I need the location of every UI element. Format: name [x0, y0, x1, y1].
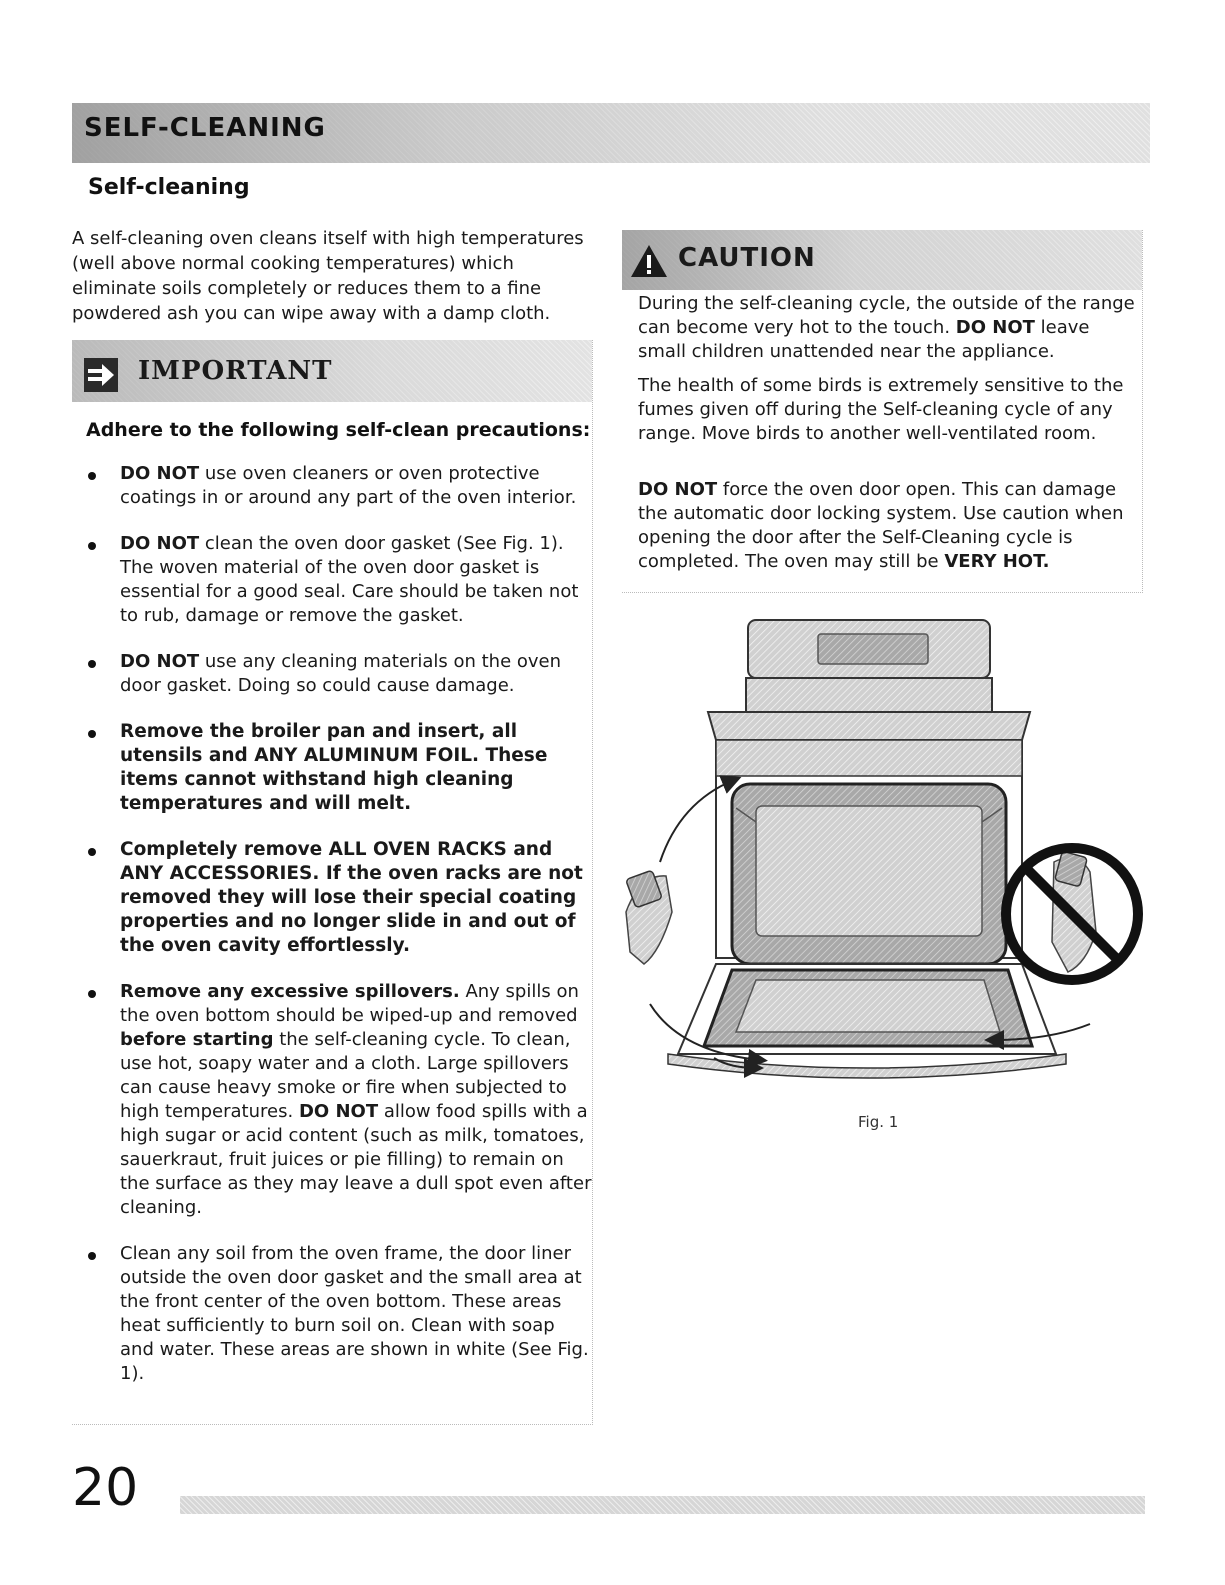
caution-header: [622, 230, 1142, 290]
caution-paragraph-3: DO NOT force the oven door open. This can damage the automatic door locking system. Use caution when opening the door after the Self-Cleaning cycle is completed. The oven may still be VERY HOT.: [638, 479, 1124, 572]
bullet-bold: before starting: [120, 1029, 274, 1050]
bullet-text: Clean any soil from the oven frame, the door liner outside the oven door gasket and the small area at the front center of the oven bottom. These areas heat sufficiently to burn soil on. Clean with soap and water. These areas are shown in white (See Fig. 1).: [120, 1243, 589, 1384]
bullet-text: use any cleaning materials on the oven door gasket. Doing so could cause damage.: [120, 651, 562, 696]
bullet-lead: Remove any excessive spillovers.: [120, 981, 460, 1002]
list-item: [84, 980, 594, 1220]
precautions-heading: Adhere to the following self-clean precautions:: [86, 419, 591, 441]
bullet-text: Any spills on the oven bottom should be wiped-up and removed: [120, 981, 579, 1026]
bullet-icon: [88, 542, 96, 550]
caution-paragraph-2: The health of some birds is extremely sensitive to the fumes given off during the Self-cleaning cycle of any range. Move birds to another well-ventilated room.: [638, 375, 1124, 444]
list-item: [84, 650, 594, 698]
section-header-bar: [72, 103, 1150, 163]
bullet-icon: [88, 472, 96, 480]
bullet-icon: [88, 1252, 96, 1260]
bullet-icon: [88, 730, 96, 738]
bullet-text: use oven cleaners or oven protective coatings in or around any part of the oven interior.: [120, 463, 577, 508]
caution-title: CAUTION: [678, 243, 816, 273]
list-item: [84, 532, 594, 628]
intro-paragraph: A self-cleaning oven cleans itself with high temperatures (well above normal cooking temperatures) which eliminate soils completely or reduces them to a fine powdered ash you can wipe away with a damp cloth.: [72, 228, 584, 324]
caution-paragraph-1: During the self-cleaning cycle, the outside of the range can become very hot to the touch. DO NOT leave small children unattended near the appliance.: [638, 293, 1135, 362]
page-number: 20: [72, 1458, 139, 1518]
section-title: SELF-CLEANING: [84, 113, 326, 143]
figure-caption: Fig. 1: [858, 1113, 899, 1131]
warning-triangle-icon: [630, 244, 668, 278]
footer-bar: [180, 1496, 1145, 1514]
bullet-icon: [88, 990, 96, 998]
important-header: [72, 340, 592, 402]
precautions-list: [84, 462, 594, 1408]
bullet-lead: DO NOT: [120, 651, 200, 672]
bullet-text: the self-cleaning cycle. To clean, use hot, soapy water and a cloth. Large spillovers can cause heavy smoke or fire when subjected to high temperatures.: [120, 1029, 571, 1122]
bullet-bold: DO NOT: [298, 1101, 379, 1122]
oven-illustration: [620, 612, 1150, 1092]
important-title: IMPORTANT: [138, 356, 333, 386]
bullet-text: allow food spills with a high sugar or acid content (such as milk, tomatoes, sauerkraut, fruit juices or pie filling) to remain on the surface as they may leave a dull spot even after cleaning.: [120, 1101, 592, 1218]
bullet-lead: DO NOT: [120, 463, 200, 484]
list-item: [84, 720, 594, 816]
caution-box: [622, 230, 1143, 593]
important-box: [72, 340, 593, 1425]
list-item: [84, 462, 594, 510]
bullet-lead: DO NOT: [120, 533, 200, 554]
bullet-text: clean the oven door gasket (See Fig. 1). The woven material of the oven door gasket is essential for a good seal. Care should be taken not to rub, damage or remove the gasket.: [120, 533, 579, 626]
list-item: [84, 1242, 594, 1386]
section-subtitle: Self-cleaning: [88, 175, 250, 200]
arrow-right-icon: [84, 358, 118, 392]
bullet-icon: [88, 660, 96, 668]
bullet-icon: [88, 848, 96, 856]
bullet-text: Remove the broiler pan and insert, all utensils and ANY ALUMINUM FOIL. These items cannot withstand high cleaning temperatures and will melt.: [120, 721, 548, 814]
list-item: [84, 838, 594, 958]
bullet-text: Completely remove ALL OVEN RACKS and ANY ACCESSORIES. If the oven racks are not removed they will lose their special coating properties and no longer slide in and out of the oven cavity effortlessly.: [120, 839, 583, 956]
